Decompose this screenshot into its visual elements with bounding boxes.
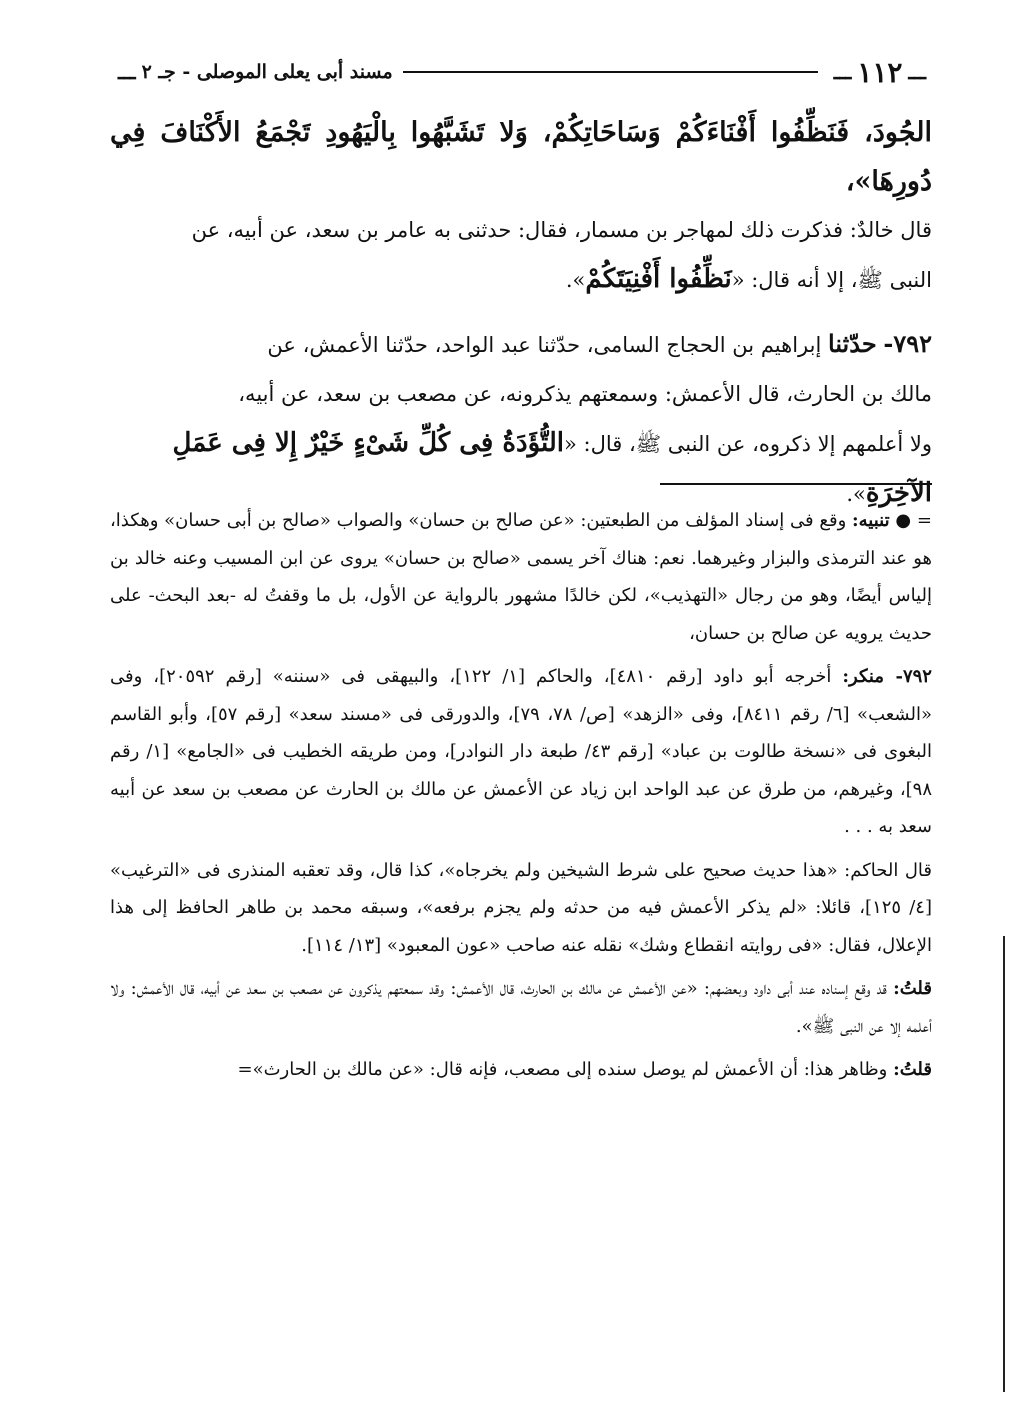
isnad-text: ولا أعلمهم إلا ذكروه، عن النبى ﷺ، قال: « (564, 432, 932, 456)
note-qultu-2 (110, 1051, 932, 1089)
continuation-marker: = (916, 510, 932, 531)
note-label: تنبيه: (852, 510, 890, 531)
hadith-quote: الآخِرَةِ (865, 478, 932, 508)
hadith-quote: نَظِّفُوا أَفْنِيَتَكُمْ (585, 264, 732, 294)
header-leading-dash: ـــ (908, 60, 926, 84)
isnad-line (110, 255, 932, 305)
bullet-icon: ● (895, 510, 912, 531)
isnad-text: إبراهيم بن الحجاج السامى، حدّثنا عبد الواحد، حدّثنا الأعمش، عن (267, 333, 822, 357)
quote-close: ». (565, 268, 586, 292)
note-label: قلتُ: (893, 1059, 932, 1080)
header-rule (403, 71, 818, 73)
header-dash: ـــ (833, 60, 852, 84)
margin-bar (1003, 936, 1005, 1392)
note-qultu-1 (110, 970, 932, 1045)
header-trailing-dash: ـــ (118, 60, 136, 84)
hadith-text-line: الجُودَ، فَنَظِّفُوا أَفْنَاءَكُمْ وَسَاحَاتِكُمْ، وَلا تَشَبَّهُوا بِالْيَهُودِ تَجْمَعُ الأَكْنَافَ فِي دُورِهَا»، (110, 117, 932, 197)
hadith-792 (110, 319, 932, 519)
isnad-text: النبى ﷺ، إلا أنه قال: « (731, 268, 932, 292)
main-text (110, 108, 932, 519)
hadith-792-line (110, 319, 932, 370)
note-tanbih (110, 502, 932, 652)
note-text: أخرجه أبو داود [رقم ٤٨١٠]، والحاكم [١/ ١٢٢]، والبيهقى فى «سننه» [رقم ٢٠٥٩٢]، وفى «الشعب» [٦/ رقم ٨٤١١]، وفى «الزهد» [ص/ ٧٨، ٧٩]، والدورقى فى «مسند سعد» [رقم ٥٧]، وأبو القاسم البغوى فى «نسخة طالوت بن عباد» [رقم ٤٣/ طبعة دار النوادر]، ومن طريقه الخطيب فى «الجامع» [١/ رقم ٩٨]، وغيرهم، من طرق عن عبد الواحد ابن زياد عن الأعمش عن مالك بن الحارث عن مصعب بن سعد عن أبيه سعد به . . . (110, 666, 933, 837)
note-text: وقع فى إسناد المؤلف من الطبعتين: «عن صالح بن حسان» والصواب «صالح بن أبى حسان» وهكذا، هو عند الترمذى والبزار وغيرهما. نعم: هناك آخر يسمى «صالح بن حسان» يروى عن ابن المسيب وعنه خالد بن إلياس أيضًا، وهو من رجال «التهذيب»، لكن خالدًا مشهور بالرواية عن الأول، بل ما وقفتُ له -بعد البحث- على حديث يرويه عن صالح بن حسان، (110, 510, 932, 644)
hadith-continuation (110, 108, 932, 305)
note-text: قد وقع إسناده عند أبى داود وبعضهم: «عن الأعمش عن مالك بن الحارث، قال الأعمش: وقد سمعتهم يذكرون عن مصعب بن سعد عن أبيه، قال الأعمش: ولا أعلمه إلا عن النبى ﷺ». (110, 978, 932, 1037)
hadith-number: ٧٩٢- (883, 329, 932, 358)
footnotes (110, 502, 932, 1095)
isnad-line: قال خالدٌ: فذكرت ذلك لمهاجر بن مسمار، فقال: حدثنى به عامر بن سعد، عن أبيه، عن (191, 218, 932, 242)
hadith-792-line: مالك بن الحارث، قال الأعمش: وسمعتهم يذكرونه، عن مصعب بن سعد، عن أبيه، (238, 382, 932, 406)
note-text: وظاهر هذا: أن الأعمش لم يوصل سنده إلى مصعب، فإنه قال: «عن مالك بن الحارث»= (237, 1059, 888, 1080)
page-number: ١١٢ (857, 55, 903, 89)
haddathana: حدّثنا (828, 329, 877, 358)
running-header (112, 52, 932, 92)
book-title: مسند أبى يعلى الموصلى - جـ ٢ (141, 61, 393, 83)
note-label: ٧٩٢- منكر: (842, 666, 932, 687)
note-hakim: قال الحاكم: «هذا حديث صحيح على شرط الشيخين ولم يخرجاه»، كذا قال، وقد تعقبه المنذرى فى «الترغيب» [٤/ ١٢٥]، قائلا: «لم يذكر الأعمش فيه من حدثه ولم يجزم برفعه»، وسبقه محمد بن طاهر الحافظ إلى هذا الإعلال، فقال: «فى روايته انقطاع وشك» نقله عنه صاحب «عون المعبود» [١٣/ ١١٤]. (110, 859, 932, 956)
quote-close: ». (846, 482, 866, 506)
footnote-separator (660, 483, 932, 485)
hadith-quote: التُّؤَدَةُ فِى كُلِّ شَىْءٍ خَيْرٌ إِلا فِى عَمَلِ (172, 428, 564, 458)
hadith-792-line (110, 419, 932, 469)
note-792 (110, 658, 932, 846)
note-label: قلتُ: (893, 978, 932, 999)
